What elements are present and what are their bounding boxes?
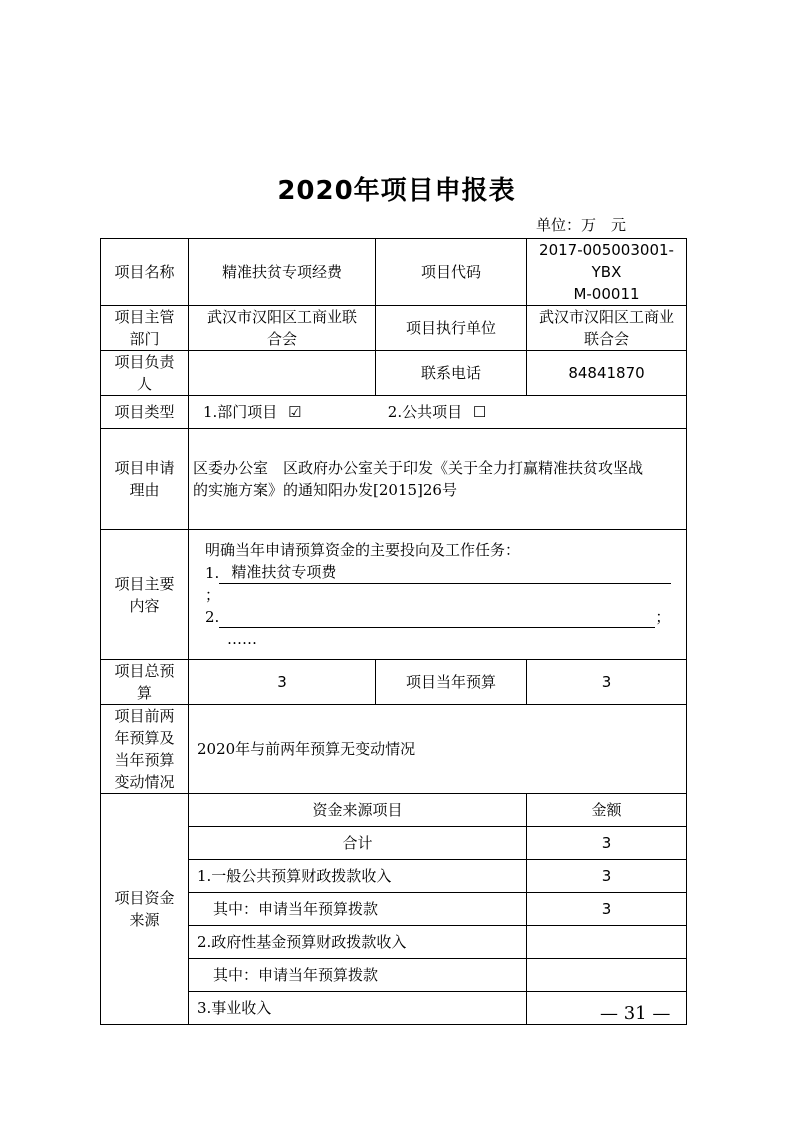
page-title: 2020年项目申报表 xyxy=(277,176,516,206)
content-item2-end: ； xyxy=(655,608,671,626)
exec-unit-line1: 武汉市汉阳区工商业 xyxy=(538,308,674,326)
phone-value: 84841870 xyxy=(527,351,687,396)
funding-row xyxy=(101,893,687,926)
dept-label xyxy=(101,306,189,351)
project-code-line1: 2017-005003001-YBX xyxy=(539,241,674,281)
row-dept xyxy=(101,306,687,351)
funding-label-line1: 项目资金 xyxy=(114,889,175,907)
funding-row xyxy=(101,860,687,893)
phone-label: 联系电话 xyxy=(376,351,527,396)
leader-label-line2: 人 xyxy=(136,375,152,393)
leader-label-line1: 项目负责 xyxy=(114,353,175,371)
funding-row xyxy=(101,992,687,1025)
budget-change-label-line3: 当年预算 xyxy=(114,751,175,769)
row-leader xyxy=(101,351,687,396)
funding-header-source: 资金来源项目 xyxy=(189,794,527,827)
dept-value-line1: 武汉市汉阳区工商业联 xyxy=(206,308,357,326)
content-label xyxy=(101,530,189,660)
project-name-label: 项目名称 xyxy=(101,239,189,306)
funding-row xyxy=(101,827,687,860)
content-intro: 明确当年申请预算资金的主要投向及工作任务： xyxy=(205,541,521,559)
funding-item-name: 其中：申请当年预算拨款 xyxy=(189,893,527,926)
project-type-options xyxy=(189,396,687,429)
year-budget-value: 3 xyxy=(527,660,687,705)
leader-label xyxy=(101,351,189,396)
type-option-dept-label: 1.部门项目 xyxy=(203,403,278,421)
budget-change-label-line1: 项目前两 xyxy=(114,707,175,725)
row-content xyxy=(101,530,687,660)
funding-header-row xyxy=(101,794,687,827)
content-more: …… xyxy=(227,630,257,648)
year-budget-label: 项目当年预算 xyxy=(376,660,527,705)
type-option-public-label: 2.公共项目 xyxy=(387,403,463,421)
content-item1-end: ； xyxy=(205,586,221,604)
content-label-line1: 项目主要 xyxy=(114,574,175,593)
funding-row xyxy=(101,959,687,992)
funding-item-amount: 3 xyxy=(527,860,687,893)
funding-item-name: 3.事业收入 xyxy=(189,992,527,1025)
total-budget-value: 3 xyxy=(189,660,376,705)
content-item1-text: 精准扶贫专项费 xyxy=(219,561,671,584)
content-item2-line xyxy=(219,609,655,628)
reason-text xyxy=(189,429,687,530)
type-option-public xyxy=(388,403,487,421)
content-item1-prefix: 1. xyxy=(205,564,220,582)
exec-unit-line2: 联合会 xyxy=(583,330,629,348)
funding-label-line2: 来源 xyxy=(129,911,160,929)
row-reason xyxy=(101,429,687,530)
reason-label xyxy=(101,429,189,530)
row-project-type xyxy=(101,396,687,429)
unit-label: 单位：万 元 xyxy=(536,216,627,234)
funding-header-amount: 金额 xyxy=(527,794,687,827)
budget-change-label xyxy=(101,705,189,794)
project-code-value xyxy=(527,239,687,306)
funding-label xyxy=(101,794,189,1025)
project-code-label: 项目代码 xyxy=(376,239,527,306)
funding-item-amount: 3 xyxy=(527,893,687,926)
funding-item-name: 其中：申请当年预算拨款 xyxy=(189,959,527,992)
funding-item-amount: 3 xyxy=(527,827,687,860)
budget-change-label-line4: 变动情况 xyxy=(114,773,175,791)
reason-line1: 区委办公室 区政府办公室关于印发《关于全力打赢精准扶贫攻坚战 xyxy=(193,459,644,477)
type-option-dept xyxy=(193,401,383,423)
dept-label-line2: 部门 xyxy=(129,330,160,348)
project-code-line2: M-00011 xyxy=(573,285,640,303)
funding-item-name: 1.一般公共预算财政拨款收入 xyxy=(189,860,527,893)
page-number: — 31 — xyxy=(600,1003,671,1024)
funding-item-name: 合计 xyxy=(189,827,527,860)
funding-item-name: 2.政府性基金预算财政拨款收入 xyxy=(189,926,527,959)
funding-item-amount xyxy=(527,959,687,992)
leader-value xyxy=(189,351,376,396)
unchecked-box-icon: ☐ xyxy=(472,403,487,421)
dept-value xyxy=(189,306,376,351)
total-budget-label-line1: 项目总预 xyxy=(114,662,175,680)
exec-unit-label: 项目执行单位 xyxy=(376,306,527,351)
reason-line2: 的实施方案》的通知阳办发[2015]26号 xyxy=(193,481,457,499)
budget-change-label-line2: 年预算及 xyxy=(114,729,175,747)
row-budget-change xyxy=(101,705,687,794)
funding-row xyxy=(101,926,687,959)
project-type-label: 项目类型 xyxy=(101,396,189,429)
content-item2-prefix: 2. xyxy=(205,608,220,626)
budget-change-text: 2020年与前两年预算无变动情况 xyxy=(189,705,687,794)
total-budget-label-line2: 算 xyxy=(136,684,152,702)
funding-item-amount xyxy=(527,926,687,959)
reason-label-line2: 理由 xyxy=(129,481,160,499)
exec-unit-value xyxy=(527,306,687,351)
row-project-name xyxy=(101,239,687,306)
project-application-form xyxy=(100,238,687,1025)
reason-label-line1: 项目申请 xyxy=(114,459,175,477)
total-budget-label xyxy=(101,660,189,705)
row-total-budget xyxy=(101,660,687,705)
content-label-line2: 内容 xyxy=(129,596,160,615)
content-item1 xyxy=(205,561,682,606)
checked-box-icon: ☑ xyxy=(288,403,302,421)
content-text xyxy=(189,530,687,660)
content-item2 xyxy=(205,606,682,628)
project-name-value: 精准扶贫专项经费 xyxy=(189,239,376,306)
dept-value-line2: 合会 xyxy=(266,330,297,348)
dept-label-line1: 项目主管 xyxy=(114,308,175,326)
